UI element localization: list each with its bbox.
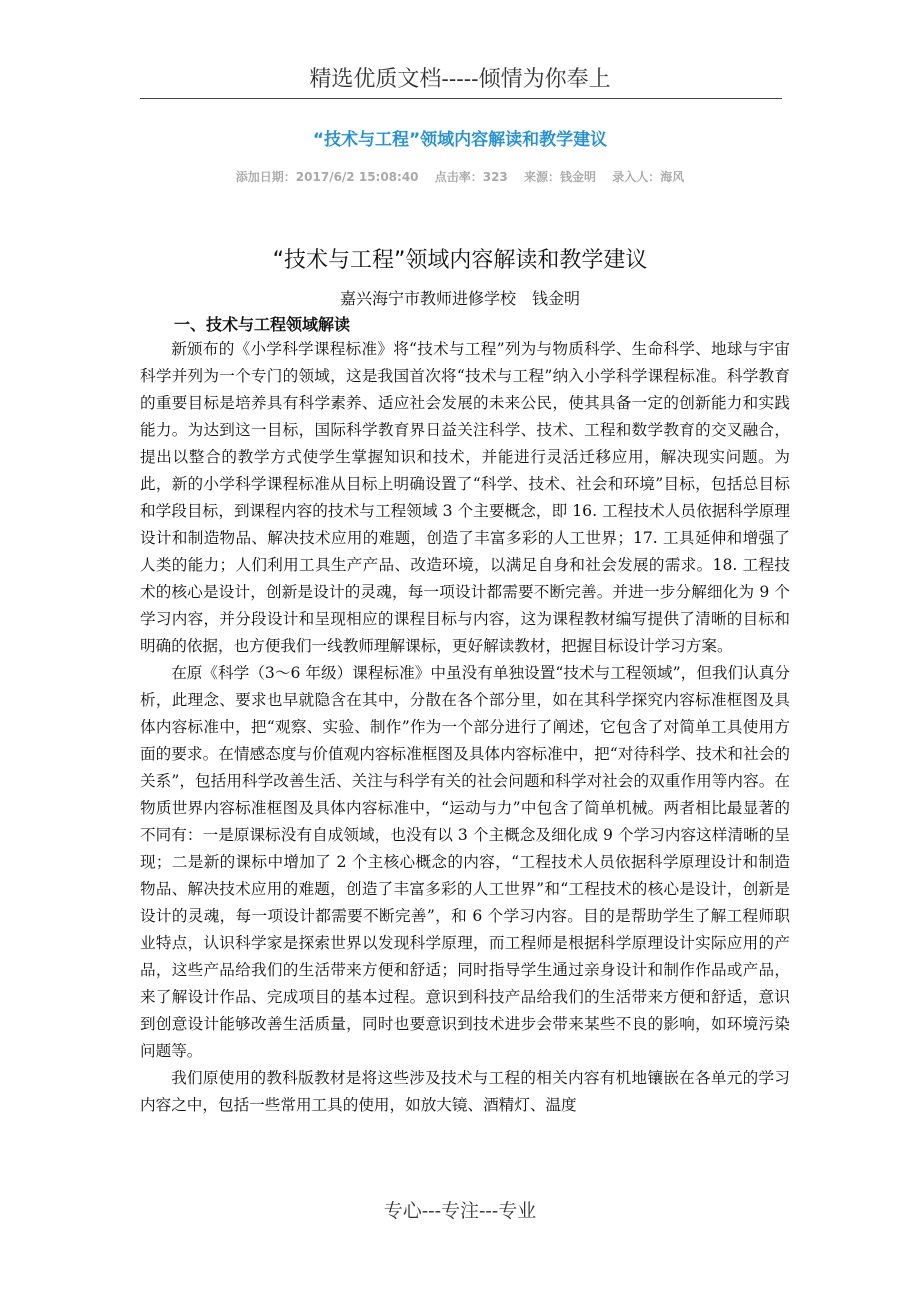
page-footer-text: 专心---专注---专业 xyxy=(383,1200,537,1222)
body-paragraph-3: 我们原使用的教科版教材是将这些涉及技术与工程的相关内容有机地镶嵌在各单元的学习内容之中，包括一些常用工具的使用，如放大镜、酒精灯、温度 xyxy=(140,1069,790,1114)
meta-added-date: 添加日期：2017/6/2 15:08:40 xyxy=(235,170,419,184)
body-paragraph-2: 在原《科学（3～6 年级）课程标准》中虽没有单独设置“技术与工程领域”，但我们认真分析，此理念、要求也早就隐含在其中，分散在各个部分里，如在其科学探究内容标准框图及具体内容标准中，把“观察、实验、制作”作为一个部分进行了阐述，它包含了对简单工具使用方面的要求。在情感态度与价值观内容标准框图及具体内容标准中，把“对待科学、技术和社会的关系”，包括用科学改善生活、关注与科学有关的社会问题和科学对社会的双重作用等内容。在物质世界内容标准框图及具体内容标准中，“运动与力”中包含了简单机械。两者相比最显著的不同有：一是原课标没有自成领域，也没有以 3 个主概念及细化成 9 个学习内容这样清晰的呈现；二是新的课标中增加了 2 个主核心概念的内容，“工程技术人员依据科学原理设计和制造物品、解决技术应用的难题，创造了丰富多彩的人工世界”和“工程技术的核心是设计，创新是设计的灵魂，每一项设计都需要不断完善”，和 6 个学习内容。目的是帮助学生了解工程师职业特点，认识科学家是探索世界以发现科学原理，而工程师是根据科学原理设计实际应用的产品，这些产品给我们的生活带来方便和舒适；同时指导学生通过亲身设计和制作作品或产品，来了解设计作品、完成项目的基本过程。意识到科技产品给我们的生活带来方便和舒适，意识到创意设计能够改善生活质量，同时也要意识到技术进步会带来某些不良的影响，如环境污染问题等。 xyxy=(140,664,790,1060)
meta-hits: 点击率：323 xyxy=(434,170,508,184)
article-meta-line xyxy=(0,168,920,185)
article-web-title: “技术与工程”领域内容解读和教学建议 xyxy=(312,130,608,150)
body-paragraph-1: 新颁布的《小学科学课程标准》将“技术与工程”列为与物质科学、生命科学、地球与宇宙科学并列为一个专门的领域，这是我国首次将“技术与工程”纳入小学科学课程标准。科学教育的重要目标是培养具有科学素养、适应社会发展的未来公民，使其具备一定的创新能力和实践能力。为达到这一目标，国际科学教育界日益关注科学、技术、工程和数学教育的交叉融合，提出以整合的教学方式使学生掌握知识和技术，并能进行灵活迁移应用，解决现实问题。为此，新的小学科学课程标准从目标上明确设置了“科学、技术、社会和环境”目标，包括总目标和学段目标，到课程内容的技术与工程领域 3 个主要概念，即 16. 工程技术人员依据科学原理设计和制造物品、解决技术应用的难题，创造了丰富多彩的人工世界；17. 工具延伸和增强了人类的能力；人们利用工具生产产品、改造环境，以满足自身和社会发展的需求。18. 工程技术的核心是设计，创新是设计的灵魂，每一项设计都需要不断完善。并进一步分解细化为 9 个学习内容，并分段设计和呈现相应的课程目标与内容，这为课程教材编写提供了清晰的目标和明确的依据，也方便我们一线教师理解课标，更好解读教材，把握目标设计学习方案。 xyxy=(140,340,790,655)
document-body xyxy=(140,336,790,1119)
page-header-text: 精选优质文档-----倾情为你奉上 xyxy=(309,67,611,92)
document-author: 嘉兴海宁市教师进修学校 钱金明 xyxy=(339,289,580,308)
document-title: “技术与工程”领域内容解读和教学建议 xyxy=(272,248,648,273)
meta-entered-by: 录入人：海风 xyxy=(612,170,685,184)
header-divider xyxy=(140,98,782,99)
section-heading: 一、技术与工程领域解读 xyxy=(174,315,351,334)
meta-source: 来源：钱金明 xyxy=(523,170,596,184)
